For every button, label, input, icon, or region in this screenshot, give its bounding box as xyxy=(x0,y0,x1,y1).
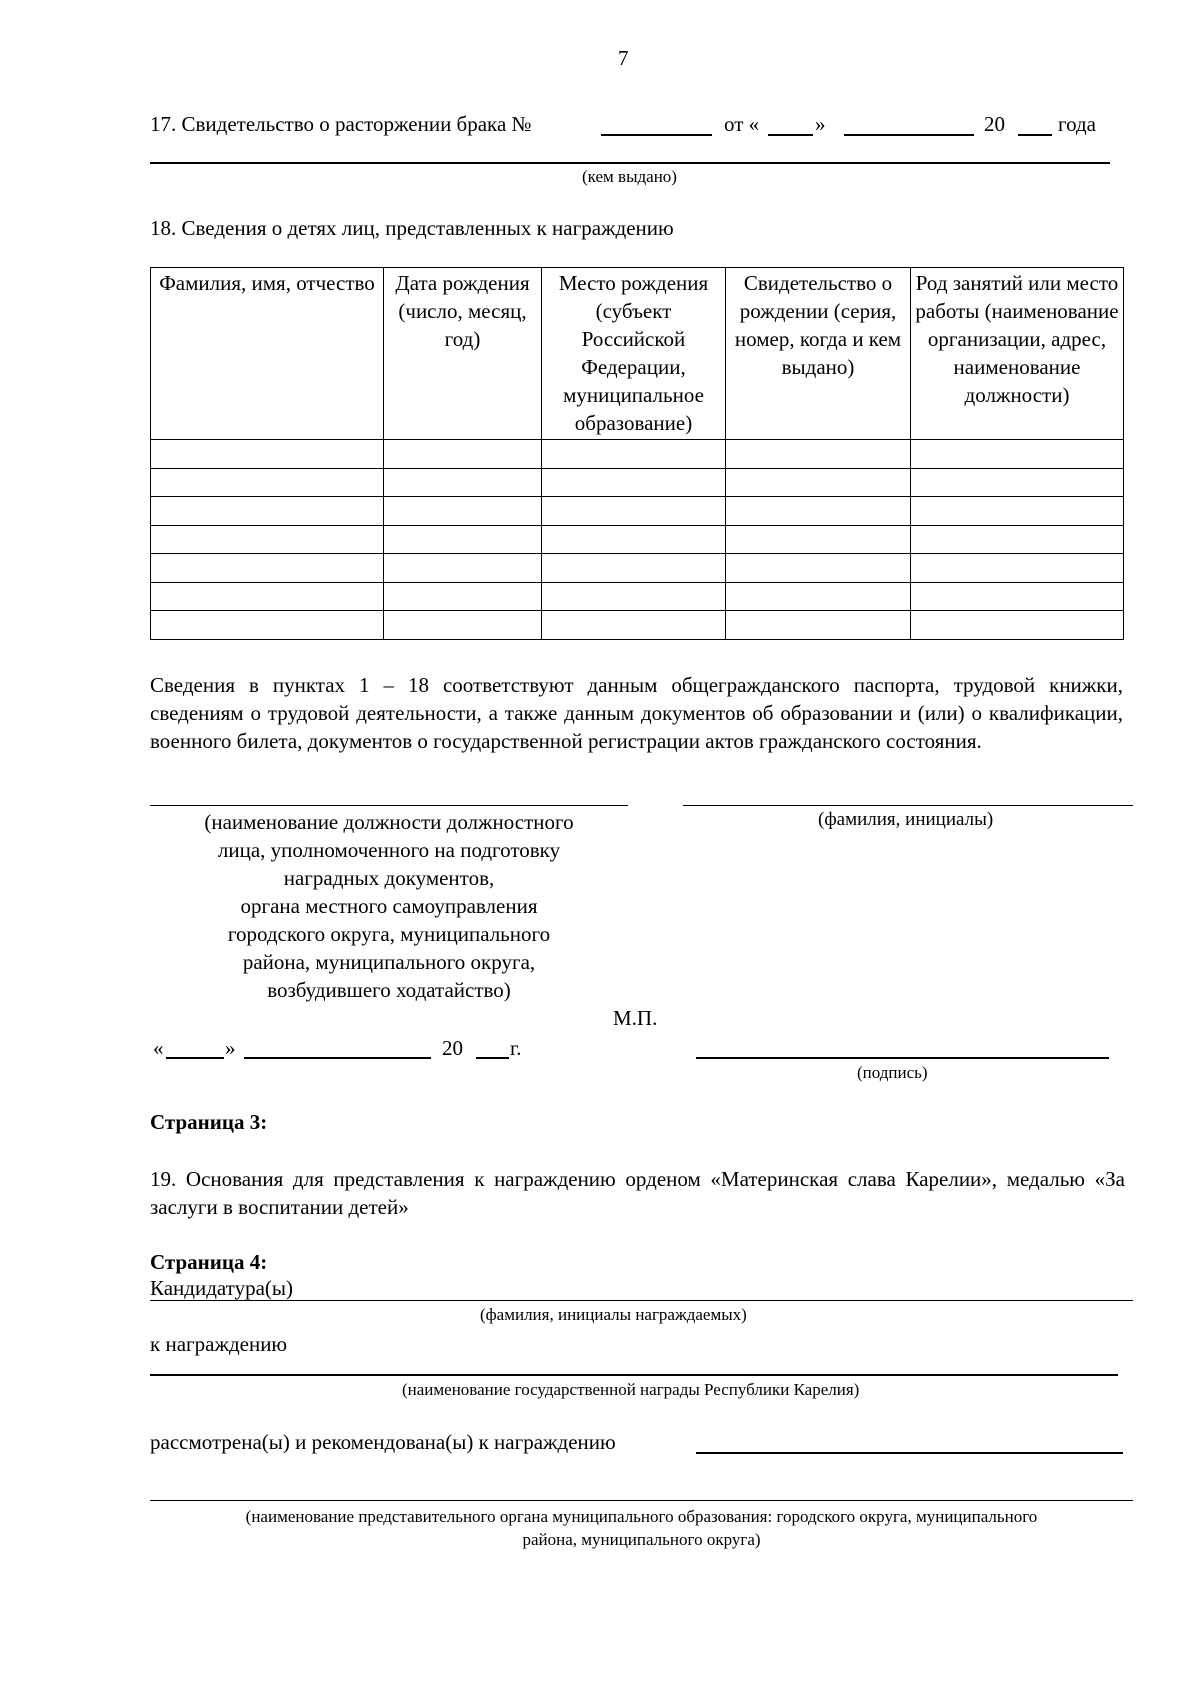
date-suffix: г. xyxy=(510,1036,522,1060)
position-caption xyxy=(150,808,628,1004)
name-line[interactable] xyxy=(683,805,1133,806)
table-cell[interactable] xyxy=(542,582,726,611)
date-year-prefix: 20 xyxy=(442,1036,463,1060)
table-cell[interactable] xyxy=(911,611,1124,640)
position-caption-line: (наименование должности должностного xyxy=(204,810,574,834)
position-caption-line: лица, уполномоченного на подготовку xyxy=(217,838,561,862)
table-cell[interactable] xyxy=(384,554,542,583)
col-header-birthplace: Место рождения (субъект Российской Федерации, муниципальное образование) xyxy=(542,268,726,440)
item19-text: 19. Основания для представления к награждению орденом «Материнская слава Карелии», медалью «За заслуги в воспитании детей» xyxy=(150,1167,1125,1219)
table-cell[interactable] xyxy=(911,525,1124,554)
item17-year-prefix: 20 xyxy=(984,112,1005,136)
candidates-label: Кандидатура(ы) xyxy=(150,1276,293,1300)
table-header-row xyxy=(151,268,1124,440)
to-award-label: к награждению xyxy=(150,1332,288,1356)
date-year-blank[interactable] xyxy=(476,1057,509,1059)
table-cell[interactable] xyxy=(384,582,542,611)
item17-text: 17. Свидетельство о расторжении брака № xyxy=(150,112,532,136)
table-cell[interactable] xyxy=(726,468,911,497)
table-row xyxy=(151,582,1124,611)
item17-year-blank[interactable] xyxy=(1018,134,1052,136)
table-row xyxy=(151,525,1124,554)
table-cell[interactable] xyxy=(911,554,1124,583)
body-caption-line: (наименование представительного органа муниципального образования: городского округа, муниципального xyxy=(245,1507,1038,1526)
confirmation-paragraph: Сведения в пунктах 1 – 18 соответствуют данным общегражданского паспорта, трудовой книжки, сведениям о трудовой деятельности, а также данным документов об образовании и (или) о квалификации, военного билета, документов о государственной регистрации актов гражданского состояния. xyxy=(150,673,1123,753)
position-caption-line: возбудившего ходатайство) xyxy=(267,978,511,1002)
page4-heading: Страница 4: xyxy=(150,1250,268,1274)
table-cell[interactable] xyxy=(726,440,911,469)
body-line[interactable] xyxy=(150,1500,1133,1501)
table-cell[interactable] xyxy=(151,468,384,497)
candidates-caption: (фамилия, инициалы награждаемых) xyxy=(480,1305,747,1324)
table-cell[interactable] xyxy=(151,554,384,583)
stamp-mark: М.П. xyxy=(613,1006,658,1030)
position-caption-line: наградных документов, xyxy=(283,866,495,890)
item17-year-suffix: года xyxy=(1058,112,1096,136)
table-cell[interactable] xyxy=(726,525,911,554)
table-cell[interactable] xyxy=(911,582,1124,611)
item17-quote-close: » xyxy=(815,112,826,136)
table-row xyxy=(151,497,1124,526)
item17-issuer-line[interactable] xyxy=(150,162,1110,164)
position-caption-line: района, муниципального округа, xyxy=(242,950,536,974)
signature-caption: (подпись) xyxy=(857,1063,928,1082)
table-cell[interactable] xyxy=(911,468,1124,497)
table-cell[interactable] xyxy=(151,611,384,640)
table-cell[interactable] xyxy=(384,468,542,497)
item17-issued-by-caption: (кем выдано) xyxy=(582,167,677,186)
children-table-body xyxy=(151,440,1124,640)
date-month-blank[interactable] xyxy=(244,1057,431,1059)
award-caption: (наименование государственной награды Республики Карелия) xyxy=(402,1380,860,1399)
body-caption xyxy=(150,1505,1133,1551)
table-cell[interactable] xyxy=(542,611,726,640)
table-cell[interactable] xyxy=(384,525,542,554)
considered-label: рассмотрена(ы) и рекомендована(ы) к награждению xyxy=(150,1430,616,1454)
table-cell[interactable] xyxy=(542,554,726,583)
table-row xyxy=(151,440,1124,469)
col-header-certificate: Свидетельство о рождении (серия, номер, когда и кем выдано) xyxy=(726,268,911,440)
table-cell[interactable] xyxy=(384,497,542,526)
table-cell[interactable] xyxy=(726,611,911,640)
table-cell[interactable] xyxy=(542,525,726,554)
item17-month-blank[interactable] xyxy=(844,134,974,136)
item17-number-blank[interactable] xyxy=(601,134,712,136)
body-caption-line: района, муниципального округа) xyxy=(522,1530,761,1549)
col-header-name: Фамилия, имя, отчество xyxy=(151,268,384,440)
table-cell[interactable] xyxy=(151,497,384,526)
candidates-line[interactable] xyxy=(150,1300,1133,1301)
name-caption: (фамилия, инициалы) xyxy=(818,809,994,830)
table-cell[interactable] xyxy=(151,440,384,469)
award-line[interactable] xyxy=(150,1374,1118,1376)
position-caption-line: органа местного самоуправления xyxy=(240,894,538,918)
table-cell[interactable] xyxy=(911,497,1124,526)
col-header-birthdate: Дата рождения (число, месяц, год) xyxy=(384,268,542,440)
table-cell[interactable] xyxy=(911,440,1124,469)
date-open-quote: « xyxy=(153,1036,164,1060)
children-table xyxy=(150,267,1124,640)
position-caption-line: городского округа, муниципального xyxy=(227,922,551,946)
table-cell[interactable] xyxy=(542,497,726,526)
table-cell[interactable] xyxy=(726,582,911,611)
table-cell[interactable] xyxy=(151,582,384,611)
table-cell[interactable] xyxy=(542,440,726,469)
table-cell[interactable] xyxy=(151,525,384,554)
table-row xyxy=(151,554,1124,583)
page-number: 7 xyxy=(618,46,629,70)
position-line[interactable] xyxy=(150,805,628,806)
item17-from: от « xyxy=(724,112,760,136)
table-row xyxy=(151,611,1124,640)
col-header-occupation: Род занятий или место работы (наименование организации, адрес, наименование должности) xyxy=(911,268,1124,440)
item18-title: 18. Сведения о детях лиц, представленных к награждению xyxy=(150,216,674,240)
page3-heading: Страница 3: xyxy=(150,1110,268,1134)
date-close-quote: » xyxy=(225,1036,236,1060)
table-cell[interactable] xyxy=(384,611,542,640)
item17-day-blank[interactable] xyxy=(768,134,813,136)
table-cell[interactable] xyxy=(726,554,911,583)
date-day-blank[interactable] xyxy=(166,1057,224,1059)
signature-line[interactable] xyxy=(696,1057,1109,1059)
table-cell[interactable] xyxy=(542,468,726,497)
table-cell[interactable] xyxy=(384,440,542,469)
table-cell[interactable] xyxy=(726,497,911,526)
table-row xyxy=(151,468,1124,497)
considered-line[interactable] xyxy=(696,1452,1123,1454)
